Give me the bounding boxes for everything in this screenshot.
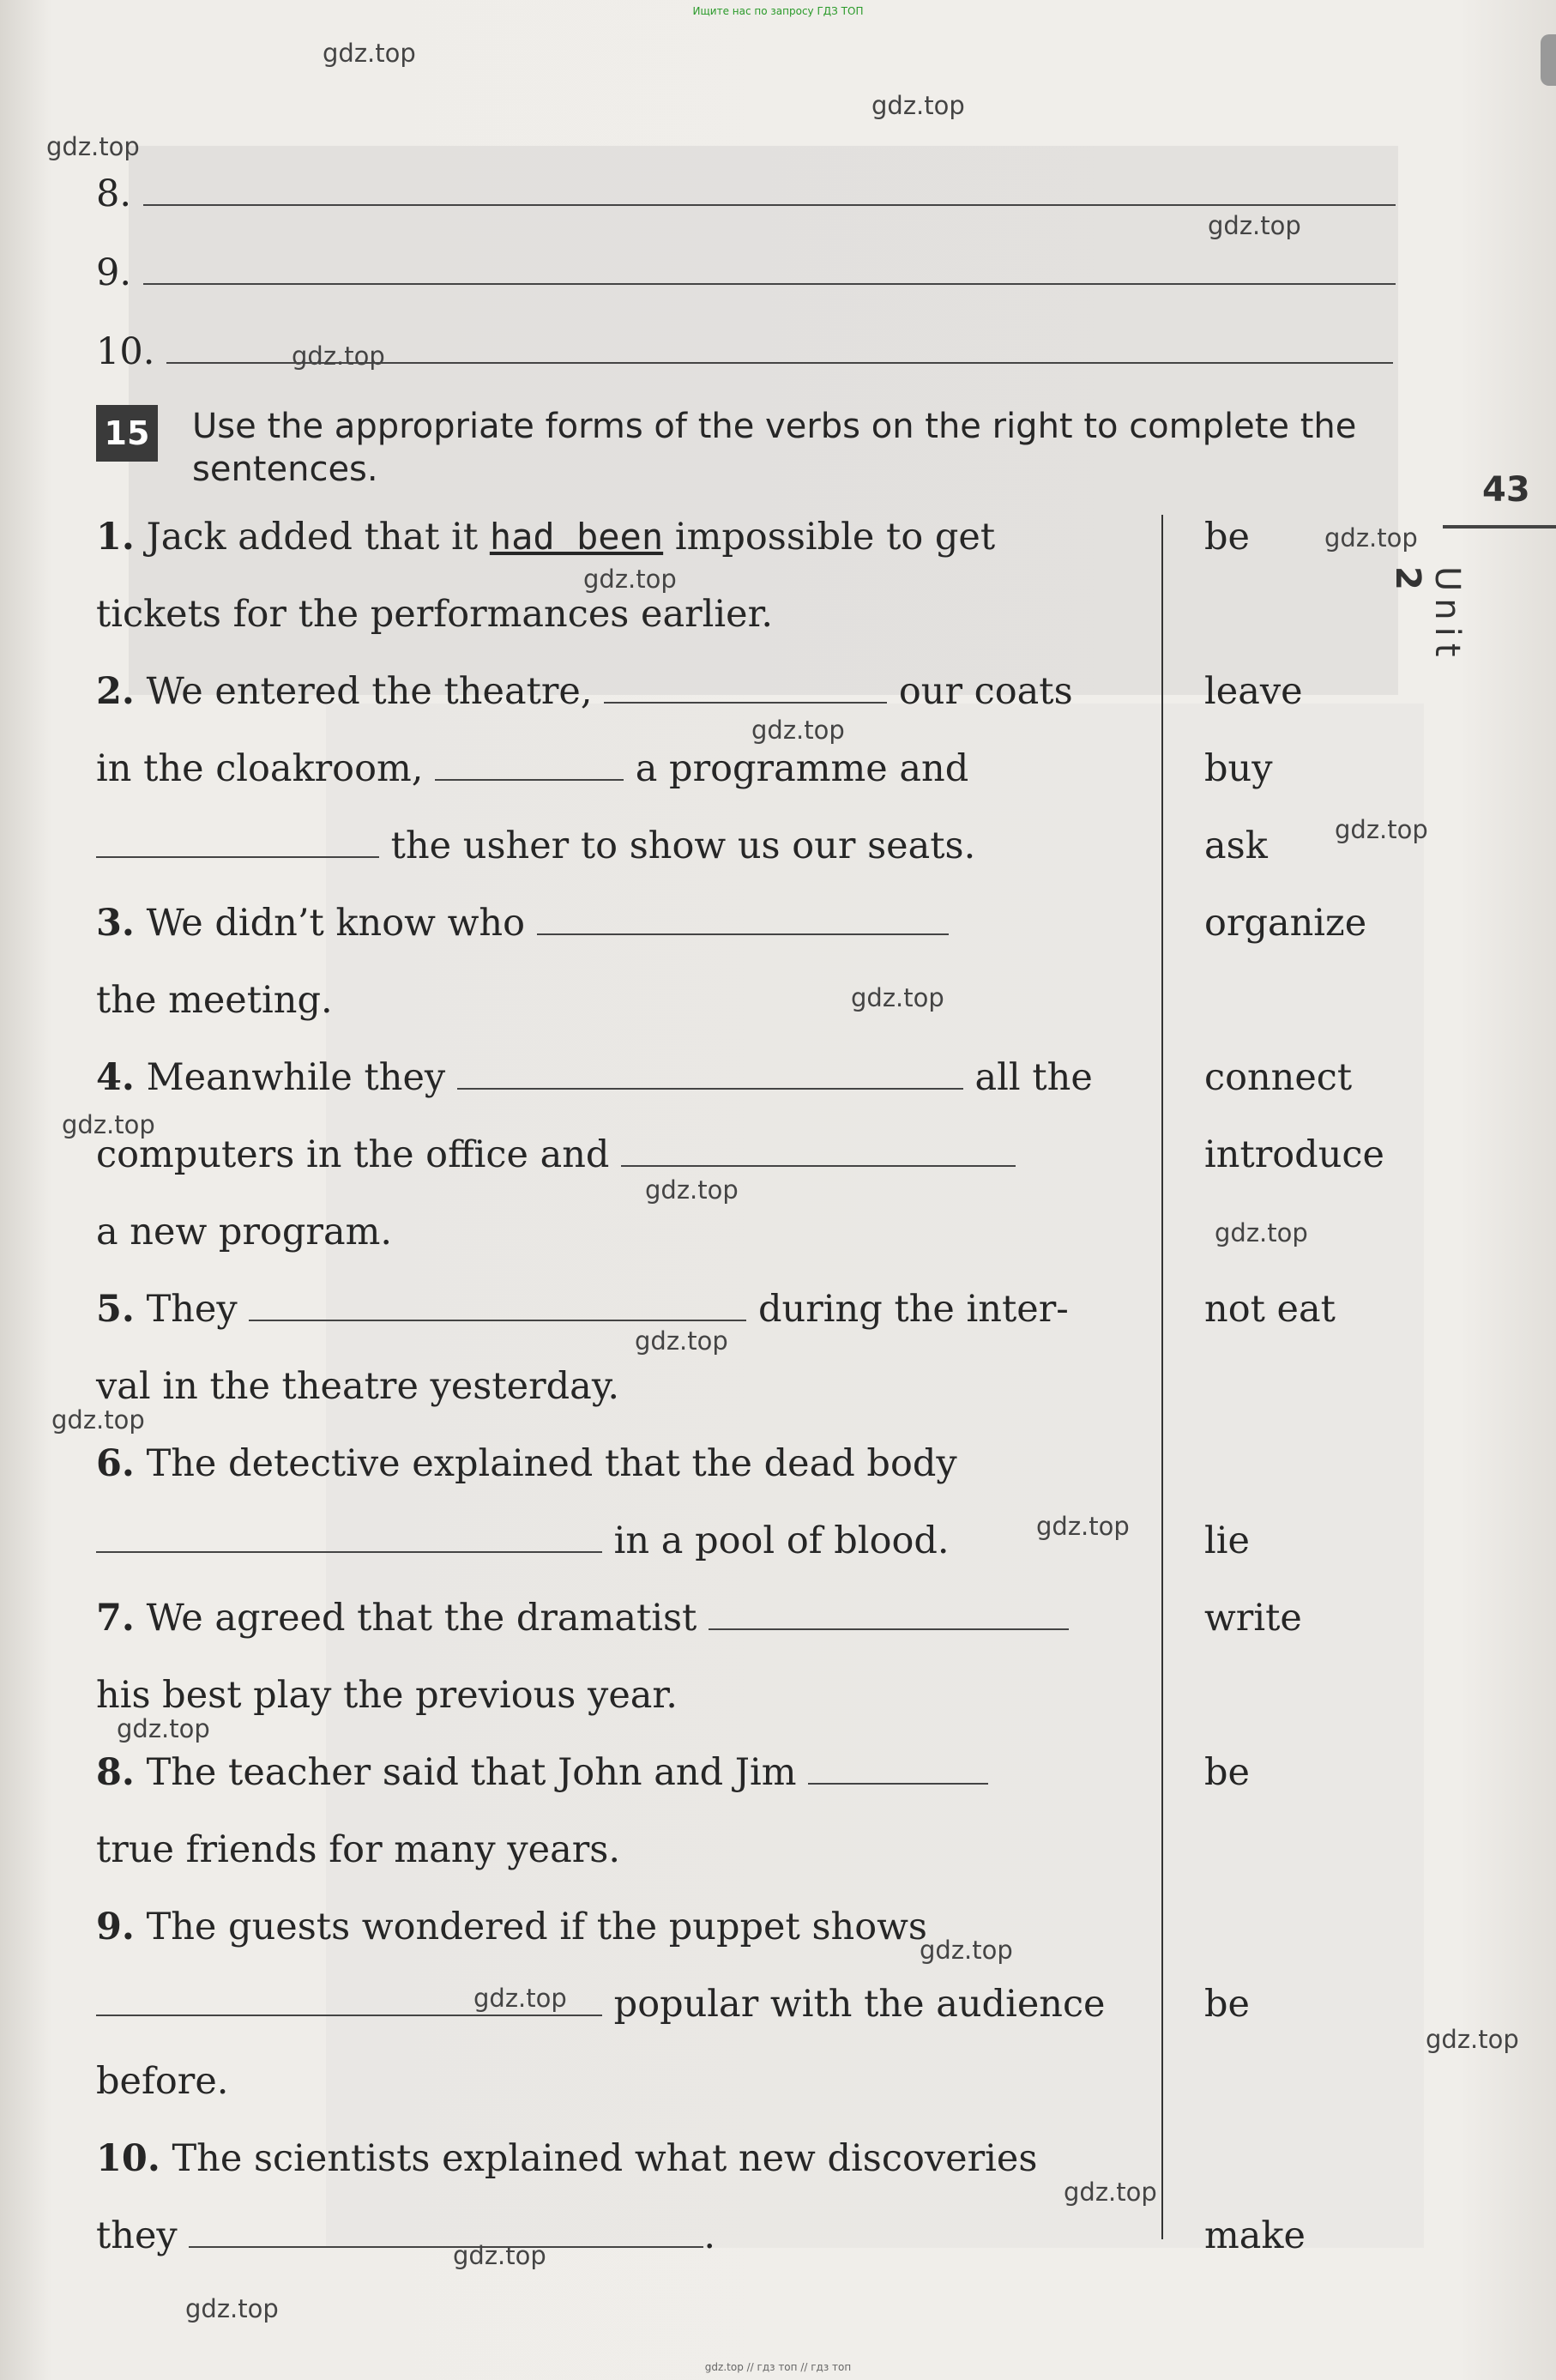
verb-hint: make: [1204, 2214, 1306, 2257]
task-instruction: Use the appropriate forms of the verbs on the right to complete the sentences.: [192, 407, 1357, 489]
watermark: gdz.top: [292, 341, 385, 371]
watermark: gdz.top: [1426, 2025, 1519, 2054]
watermark: gdz.top: [751, 716, 845, 745]
sentence-9-line-2: [96, 1982, 1106, 2027]
sentence-8-line-2: true friends for many years.: [96, 1828, 621, 1871]
verb-hint: leave: [1204, 670, 1303, 713]
blank[interactable]: [604, 671, 887, 704]
verb-hint: lie: [1204, 1519, 1250, 1562]
text: a programme and: [635, 747, 969, 790]
blank[interactable]: [709, 1598, 1069, 1630]
page-number: 43: [1482, 470, 1530, 510]
blank[interactable]: [537, 903, 949, 935]
text: The teacher said that John and Jim: [146, 1751, 797, 1794]
sentence-number: 4.: [96, 1056, 135, 1099]
sentence-2-line-1: [96, 669, 1073, 714]
unit-number: 2: [1388, 566, 1427, 597]
verb-hint: write: [1204, 1597, 1302, 1640]
text: The detective explained that the dead body: [146, 1442, 957, 1485]
text: We agreed that the dramatist: [146, 1597, 697, 1640]
blank[interactable]: [166, 331, 1393, 364]
sentence-10-line-1: [96, 2136, 1037, 2181]
line-number: 8.: [96, 172, 132, 215]
text: the usher to show us our seats.: [390, 825, 976, 867]
sentence-number: 9.: [96, 1906, 135, 1948]
text: computers in the office and: [96, 1133, 610, 1176]
answer-line-10: [96, 329, 1393, 374]
verb-hint: be: [1204, 1983, 1250, 2026]
verb-hint: be: [1204, 1751, 1250, 1794]
watermark: gdz.top: [920, 1936, 1013, 1965]
verb-hint: connect: [1204, 1056, 1353, 1099]
answer-line-9: [96, 251, 1396, 295]
site-notice[interactable]: Ищите нас по запросу ГДЗ ТОП: [692, 5, 864, 17]
sentence-1-line-2: tickets for the performances earlier.: [96, 593, 774, 636]
verb-hint: be: [1204, 516, 1250, 559]
watermark: gdz.top: [635, 1326, 728, 1356]
blank[interactable]: [189, 2215, 703, 2248]
page-edge: [1541, 34, 1556, 86]
watermark: gdz.top: [1208, 211, 1301, 240]
sentence-number: 5.: [96, 1288, 135, 1331]
text: popular with the audience: [613, 1983, 1106, 2026]
text: The scientists explained what new discoveries: [172, 2137, 1038, 2180]
watermark: gdz.top: [62, 1110, 155, 1139]
watermark: gdz.top: [453, 2241, 546, 2270]
line-number: 9.: [96, 251, 132, 294]
text: all the: [974, 1056, 1093, 1099]
verb-hint: buy: [1204, 747, 1273, 790]
watermark: gdz.top: [1064, 2178, 1157, 2207]
sentence-number: 2.: [96, 670, 135, 713]
blank[interactable]: [143, 173, 1396, 206]
text: impossible to get: [674, 516, 996, 559]
text: We entered the theatre,: [146, 670, 593, 713]
sentence-7-line-2: his best play the previous year.: [96, 1674, 678, 1717]
watermark: gdz.top: [1335, 815, 1428, 844]
blank[interactable]: [96, 825, 379, 858]
text: Meanwhile they: [146, 1056, 446, 1099]
text: during the inter-: [758, 1288, 1069, 1331]
text: in a pool of blood.: [613, 1519, 950, 1562]
blank[interactable]: [435, 748, 624, 781]
watermark: gdz.top: [117, 1714, 210, 1743]
sentence-4-line-2: [96, 1133, 1016, 1177]
sentence-number: 7.: [96, 1597, 135, 1640]
text: Jack added that it: [146, 516, 479, 559]
blank[interactable]: [96, 1520, 602, 1553]
sentence-3-line-2: the meeting.: [96, 979, 333, 1022]
footer-notice[interactable]: gdz.top // гдз топ // гдз топ: [704, 2361, 852, 2373]
sentence-6-line-2: [96, 1519, 950, 1563]
watermark: gdz.top: [1036, 1512, 1130, 1541]
sentence-8-line-1: [96, 1750, 988, 1795]
blank[interactable]: [143, 252, 1396, 285]
sentence-number: 1.: [96, 516, 135, 559]
watermark: gdz.top: [851, 983, 944, 1012]
text: in the cloakroom,: [96, 747, 424, 790]
sentence-9-line-1: [96, 1905, 927, 1949]
sentence-10-line-2: [96, 2214, 715, 2258]
text: they: [96, 2214, 178, 2257]
sentence-4-line-3: a new program.: [96, 1211, 393, 1253]
watermark: gdz.top: [645, 1175, 739, 1205]
watermark: gdz.top: [1324, 523, 1418, 553]
watermark: gdz.top: [1215, 1218, 1308, 1247]
watermark: gdz.top: [473, 1984, 567, 2013]
sentence-2-line-2: [96, 746, 968, 791]
blank[interactable]: [457, 1057, 963, 1090]
example-answer: had been: [489, 516, 664, 558]
sentence-number: 8.: [96, 1751, 135, 1794]
task-number-badge: 15: [96, 405, 158, 462]
blank[interactable]: [249, 1289, 746, 1321]
unit-word: Unit: [1427, 566, 1467, 664]
sentence-5-line-2: val in the theatre yesterday.: [96, 1365, 620, 1408]
verb-hint: organize: [1204, 902, 1367, 945]
sentence-9-line-3: before.: [96, 2060, 229, 2103]
sentence-5-line-1: [96, 1287, 1069, 1332]
unit-label: [1388, 566, 1467, 669]
blank[interactable]: [621, 1134, 1016, 1167]
verb-hint: not eat: [1204, 1288, 1336, 1331]
verb-hint: introduce: [1204, 1133, 1384, 1176]
sentence-number: 3.: [96, 902, 135, 945]
watermark: gdz.top: [46, 132, 140, 161]
verb-hint: ask: [1204, 825, 1268, 867]
column-divider: [1161, 515, 1163, 2239]
sentence-number: 10.: [96, 2137, 160, 2180]
sentence-7-line-1: [96, 1596, 1069, 1640]
blank[interactable]: [96, 1984, 602, 2016]
watermark: gdz.top: [583, 565, 677, 594]
blank[interactable]: [808, 1752, 988, 1785]
watermark: gdz.top: [871, 91, 965, 120]
page-number-rule: [1443, 525, 1556, 529]
answer-line-8: [96, 172, 1396, 216]
text: The guests wondered if the puppet shows: [146, 1906, 927, 1948]
text: our coats: [898, 670, 1073, 713]
line-number: 10.: [96, 330, 155, 373]
text: .: [703, 2214, 716, 2257]
text: We didn’t know who: [146, 902, 525, 945]
watermark: gdz.top: [185, 2294, 279, 2323]
sentence-1-line-1: [96, 515, 995, 559]
sentence-number: 6.: [96, 1442, 135, 1485]
watermark: gdz.top: [323, 39, 416, 68]
sentence-3-line-1: [96, 901, 949, 945]
watermark: gdz.top: [51, 1405, 145, 1435]
sentence-6-line-1: [96, 1441, 957, 1486]
sentence-2-line-3: [96, 824, 975, 868]
sentence-4-line-1: [96, 1055, 1093, 1100]
text: They: [146, 1288, 238, 1331]
